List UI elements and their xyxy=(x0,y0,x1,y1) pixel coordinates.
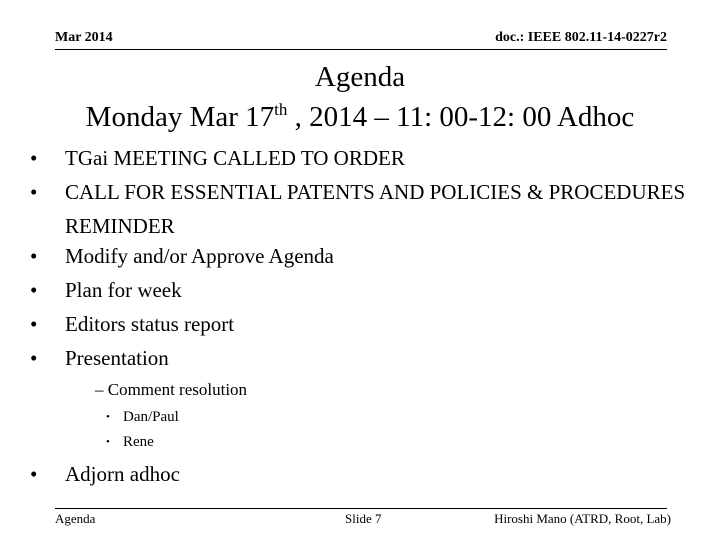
sub-sub-bullet-text: Dan/Paul xyxy=(123,409,179,425)
footer-rule xyxy=(55,508,667,509)
bullet-dot: • xyxy=(30,180,38,204)
bullet-text: Editors status report xyxy=(65,312,235,336)
bullet-dot: • xyxy=(30,462,38,486)
header-rule xyxy=(55,49,667,50)
header-date: Mar 2014 xyxy=(55,30,113,45)
footer-left: Agenda xyxy=(55,511,96,526)
subtitle-time: , 2014 – 11: 00-12: 00 Adhoc xyxy=(287,101,635,133)
sub-sub-bullet-text: Rene xyxy=(123,434,154,450)
sub-bullet-text: – Comment resolution xyxy=(95,380,248,399)
slide-title: Agenda xyxy=(314,61,406,93)
bullet-text: Modify and/or Approve Agenda xyxy=(65,244,334,268)
bullet-text: Adjorn adhoc xyxy=(65,462,180,486)
subtitle-date: Monday Mar 17 xyxy=(85,101,275,133)
footer-author: Hiroshi Mano (ATRD, Root, Lab) xyxy=(494,511,671,526)
sub-sub-bullet-dot: • xyxy=(106,436,110,448)
bullet-text: CALL FOR ESSENTIAL PATENTS AND POLICIES & PROCEDURES REMINDER xyxy=(65,180,686,238)
bullet-text: Plan for week xyxy=(65,278,182,302)
bullet-dot: • xyxy=(30,146,38,170)
sub-sub-bullet-dot: • xyxy=(106,411,110,423)
header-doc-id: doc.: IEEE 802.11-14-0227r2 xyxy=(495,30,667,45)
subtitle-ordinal: th xyxy=(274,100,288,119)
bullet-dot: • xyxy=(30,278,38,302)
slide-subtitle xyxy=(0,97,720,137)
footer-slide-number: Slide 7 xyxy=(345,511,382,526)
bullet-dot: • xyxy=(30,346,38,370)
bullet-dot: • xyxy=(30,312,38,336)
bullet-dot: • xyxy=(30,244,38,268)
bullet-text: Presentation xyxy=(65,346,169,370)
bullet-text: TGai MEETING CALLED TO ORDER xyxy=(65,146,405,170)
